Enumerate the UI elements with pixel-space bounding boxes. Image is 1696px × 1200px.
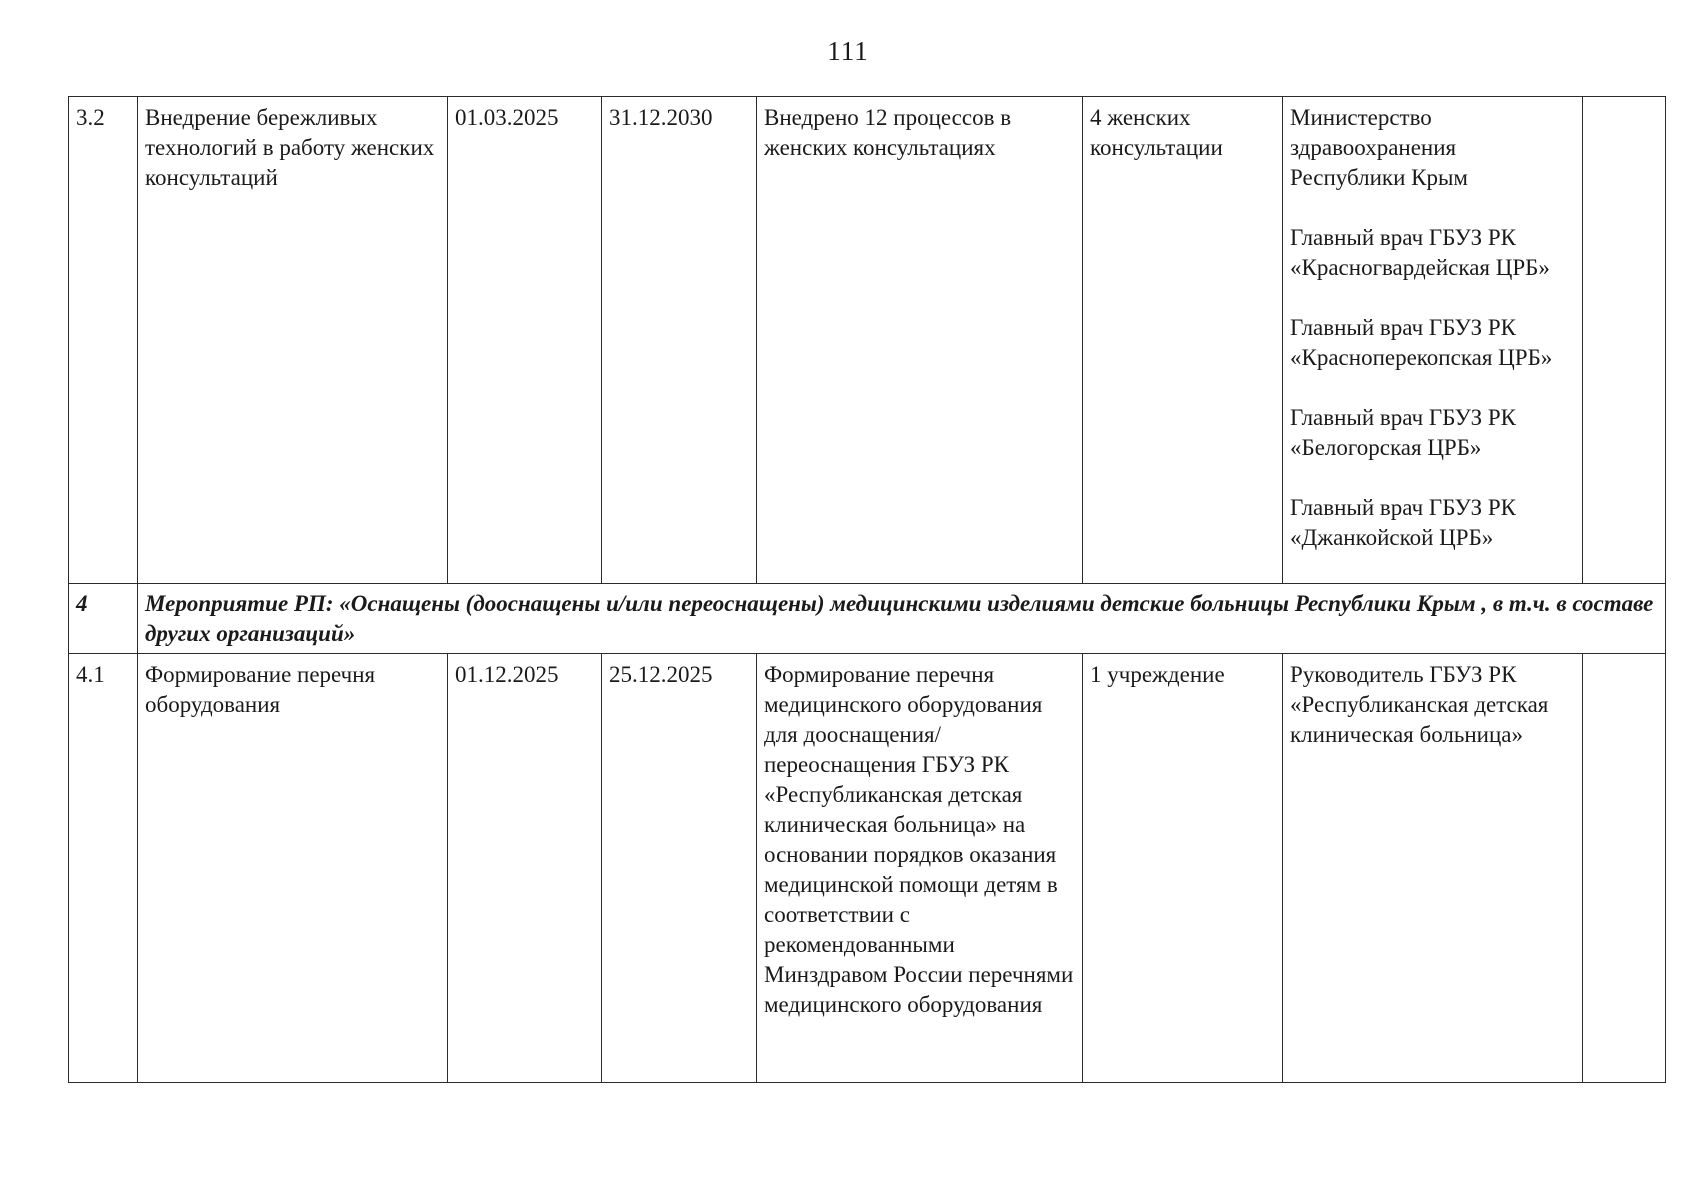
activity-name: Внедрение бережливых технологий в работу женских консультаций bbox=[138, 97, 448, 584]
row-number: 4.1 bbox=[69, 654, 138, 1083]
end-date: 31.12.2030 bbox=[602, 97, 757, 584]
responsible-entry: Главный врач ГБУЗ РК «Белогорская ЦРБ» bbox=[1290, 405, 1516, 460]
responsible-entry: Главный врач ГБУЗ РК «Красногвардейская ЦРБ» bbox=[1290, 225, 1550, 280]
indicator-value: 1 учреждение bbox=[1083, 654, 1283, 1083]
table-row bbox=[69, 97, 1666, 584]
responsible-entry: Главный врач ГБУЗ РК «Джанкойской ЦРБ» bbox=[1290, 495, 1516, 550]
responsible-entry: Министерство здравоохранения Республики Крым bbox=[1290, 105, 1468, 190]
plan-table bbox=[68, 96, 1666, 1083]
section-number: 4 bbox=[69, 584, 138, 654]
extra-cell bbox=[1583, 654, 1666, 1083]
section-title: Мероприятие РП: «Оснащены (дооснащены и/или переоснащены) медицинскими изделиями детские больницы Республики Крым , в т.ч. в составе других организаций» bbox=[138, 584, 1666, 654]
activity-name: Формирование перечня оборудования bbox=[138, 654, 448, 1083]
indicator-value: 4 женских консультации bbox=[1083, 97, 1283, 584]
result-description: Формирование перечня медицинского оборудования для дооснащения/переоснащения ГБУЗ РК «Республиканская детская клиническая больница» на основании порядков оказания медицинской помощи детям в соответствии с рекомендованными Минздравом России перечнями медицинского оборудования bbox=[757, 654, 1083, 1083]
end-date: 25.12.2025 bbox=[602, 654, 757, 1083]
start-date: 01.12.2025 bbox=[448, 654, 602, 1083]
extra-cell bbox=[1583, 97, 1666, 584]
row-number: 3.2 bbox=[69, 97, 138, 584]
responsible-cell bbox=[1283, 97, 1583, 584]
result-description: Внедрено 12 процессов в женских консультациях bbox=[757, 97, 1083, 584]
section-row bbox=[69, 584, 1666, 654]
start-date: 01.03.2025 bbox=[448, 97, 602, 584]
responsible-entry: Главный врач ГБУЗ РК «Красноперекопская ЦРБ» bbox=[1290, 315, 1553, 370]
table-row bbox=[69, 654, 1666, 1083]
responsible-cell: Руководитель ГБУЗ РК «Республиканская детская клиническая больница» bbox=[1283, 654, 1583, 1083]
page-number: 111 bbox=[827, 36, 869, 66]
